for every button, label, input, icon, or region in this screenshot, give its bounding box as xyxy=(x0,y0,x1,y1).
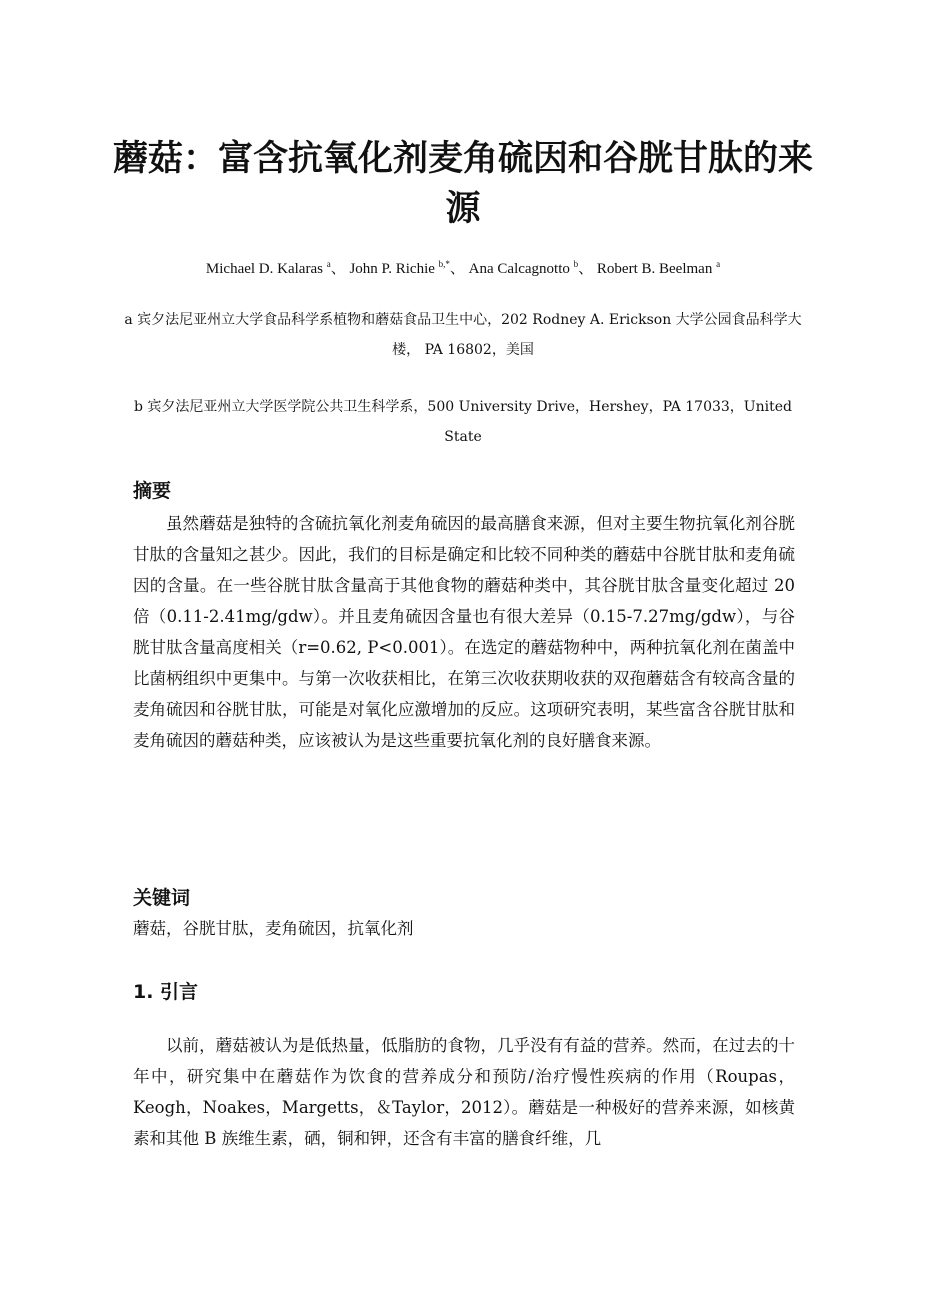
author-name: Robert B. Beelman xyxy=(596,261,713,277)
affiliation-b: b 宾夕法尼亚州立大学医学院公共卫生科学系，500 University Drive，Hershey，PA 17033，United State xyxy=(134,399,792,445)
author-separator: 、 xyxy=(449,261,465,277)
abstract-text: 虽然蘑菇是独特的含硫抗氧化剂麦角硫因的最高膳食来源，但对主要生物抗氧化剂谷胱甘肽的含量知之甚少。因此，我们的目标是确定和比较不同种类的蘑菇中谷胱甘肽和麦角硫因的含量。在一些谷胱甘肽含量高于其他食物的蘑菇种类中，其谷胱甘肽含量变化超过 20 倍（0.11-2.41mg/gdw）。并且麦角硫因含量也有很大差异（0.15-7.27mg/gdw），与谷胱甘肽含量高度相关（r=0.62, P<0.001）。在选定的蘑菇物种中，两种抗氧化剂在菌盖中比菌柄组织中更集中。与第一次收获相比，在第三次收获期收获的双孢蘑菇含有较高含量的麦角硫因和谷胱甘肽，可能是对氧化应激增加的反应。这项研究表明，某些富含谷胱甘肽和麦角硫因的蘑菇种类，应该被认为是这些重要抗氧化剂的良好膳食来源。 xyxy=(133,514,795,750)
author-list xyxy=(60,253,866,280)
author-name: John P. Richie xyxy=(349,261,435,277)
author-affiliation-mark: b xyxy=(573,259,579,269)
author-name: Ana Calcagnotto xyxy=(468,261,570,277)
keywords-text: 蘑菇，谷胱甘肽，麦角硫因，抗氧化剂 xyxy=(133,919,414,938)
intro-text: 以前，蘑菇被认为是低热量，低脂肪的食物，几乎没有有益的营养。然而，在过去的十年中，研究集中在蘑菇作为饮食的营养成分和预防/治疗慢性疾病的作用（Roupas，Keogh，Noakes，Margetts，＆Taylor，2012）。蘑菇是一种极好的营养来源，如核黄素和其他 B 族维生素，硒，铜和钾，还含有丰富的膳食纤维，几 xyxy=(133,1036,795,1148)
author-separator: 、 xyxy=(330,261,346,277)
abstract-heading: 摘要 xyxy=(133,480,172,502)
author-affiliation-mark: a xyxy=(326,259,331,269)
author-name: Michael D. Kalaras xyxy=(205,261,323,277)
keywords-heading: 关键词 xyxy=(133,887,191,909)
intro-heading: 1. 引言 xyxy=(133,981,199,1003)
affiliation-a: a 宾夕法尼亚州立大学食品科学系植物和蘑菇食品卫生中心，202 Rodney A. Erickson 大学公园食品科学大楼， PA 16802，美国 xyxy=(124,312,802,358)
author-separator: 、 xyxy=(578,261,594,277)
paper-title: 蘑菇：富含抗氧化剂麦角硫因和谷胱甘肽的来源 xyxy=(112,139,813,229)
author-affiliation-mark: a xyxy=(716,259,721,269)
author-affiliation-mark: b,* xyxy=(438,259,450,269)
